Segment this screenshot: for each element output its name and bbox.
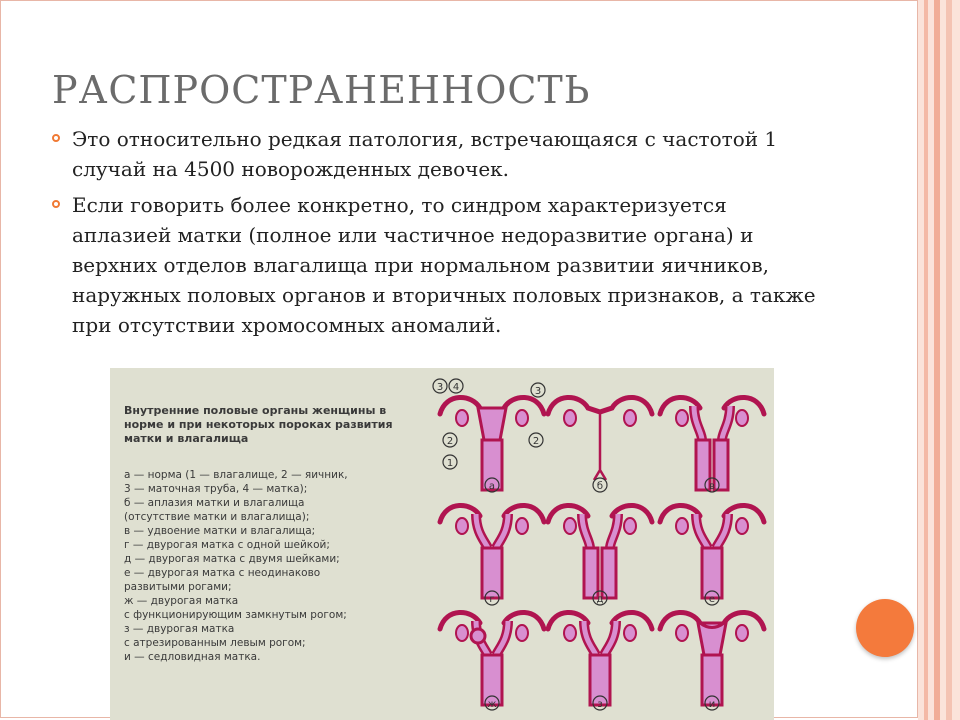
legend-line: а — норма (1 — влагалище, 2 — яичник, [124,469,348,481]
bullet-text: Если говорить более конкретно, то синдром характеризуется аплазией матки (полное или частичное недоразвитие органа) и верхних отделов влагалища при нормальном развитии яичников, наружных половых органов и вторичных половых признаков, а также при отсутствии хромосомных аномалий. [72,193,816,337]
panel-letter: и [708,699,716,710]
slide-title: РАСПРОСТРАНЕННОСТЬ [52,68,591,112]
diagram-z [548,612,652,710]
legend-line: с атрезированным левым рогом; [124,637,306,649]
legend-line: (отсутствие матки и влагалища); [124,511,310,523]
panel-letter: а [488,481,496,492]
panel-letter: б [596,481,604,492]
bullet-item [52,124,822,184]
diagram-g [440,505,544,605]
bullet-item [52,190,822,340]
anatomy-figure [110,368,774,720]
legend-line: в — удвоение матки и влагалища; [124,525,316,537]
panel-letter: з [597,699,603,710]
diagram-v [660,397,764,492]
diagram-d [548,505,652,605]
bullet-text: Это относительно редкая патология, встречающаяся с частотой 1 случай на 4500 новорожденных девочек. [72,127,778,181]
bullet-icon [52,134,60,142]
diagram-a [433,379,545,492]
panel-letter: д [596,594,604,605]
number-label: 2 [532,436,540,447]
decorative-stripes [918,0,960,720]
uterus-diagrams [110,368,774,720]
bullet-list [52,124,822,346]
legend-line: д — двурогая матка с двумя шейками; [124,553,340,565]
legend-line: ж — двурогая матка [124,595,239,607]
legend-line: б — аплазия матки и влагалища [124,497,305,509]
decorative-orange-circle [856,599,914,657]
number-label: 1 [446,458,454,469]
panel-letter: г [489,594,495,605]
diagram-zh [440,612,544,710]
bullet-icon [52,200,60,208]
legend-line: 3 — маточная труба, 4 — матка); [124,483,308,495]
panel-letter: е [708,594,716,605]
legend-line: и — седловидная матка. [124,651,261,663]
panel-letter: в [709,481,715,492]
number-label: 4 [452,382,460,393]
figure-caption: Внутренние половые органы женщины в норме и при некоторых пороках развития матки и влагалища [124,404,393,445]
legend-line: с функционирующим замкнутым рогом; [124,609,347,621]
legend-line: з — двурогая матка [124,623,235,635]
legend-line: развитыми рогами; [124,581,232,593]
number-label: 3 [534,386,542,397]
diagram-e [660,505,764,605]
legend-line: е — двурогая матка с неодинаково [124,567,321,579]
panel-letter: ж [487,699,497,710]
diagram-i [660,612,764,710]
number-label: 3 [436,382,444,393]
number-label: 2 [446,436,454,447]
legend-line: г — двурогая матка с одной шейкой; [124,539,330,551]
diagram-b [548,397,652,492]
